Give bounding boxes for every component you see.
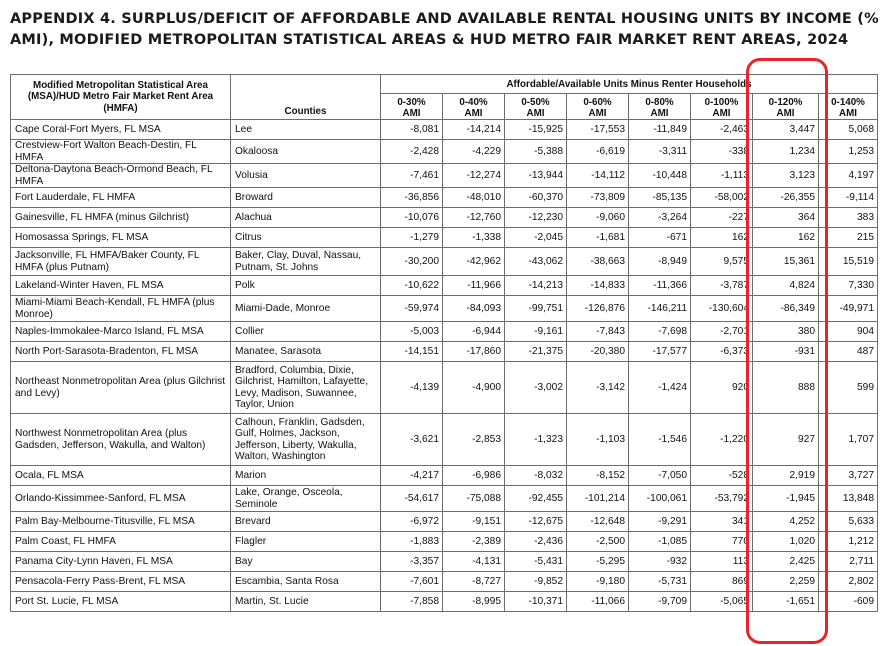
housing-table — [10, 74, 878, 612]
value-cell: -1,113 — [691, 164, 753, 188]
value-cell: -1,085 — [629, 532, 691, 552]
value-cell: -3,357 — [381, 552, 443, 572]
value-cell: -86,349 — [753, 296, 819, 322]
ami-unit-label: AMI — [776, 108, 795, 119]
value-cell: -2,389 — [443, 532, 505, 552]
value-cell: -48,010 — [443, 188, 505, 208]
value-cell: 5,068 — [819, 120, 878, 140]
counties-cell: Polk — [231, 276, 381, 296]
value-cell: 215 — [819, 228, 878, 248]
counties-cell: Bay — [231, 552, 381, 572]
value-cell: -10,076 — [381, 208, 443, 228]
msa-name-cell: Cape Coral-Fort Myers, FL MSA — [11, 120, 231, 140]
value-cell: -1,681 — [567, 228, 629, 248]
table-row — [11, 414, 878, 466]
ami-unit-label: AMI — [588, 108, 607, 119]
counties-cell: Calhoun, Franklin, Gadsden, Gulf, Holmes, Jackson, Jefferson, Liberty, Wakulla, Walton, Washington — [231, 414, 381, 466]
table-row — [11, 362, 878, 414]
value-cell: -3,621 — [381, 414, 443, 466]
value-cell: -2,500 — [567, 532, 629, 552]
ami-range-label: 0-80% — [645, 97, 674, 108]
table-body — [11, 120, 878, 612]
value-cell: -4,139 — [381, 362, 443, 414]
ami-column-header — [567, 94, 629, 120]
msa-name-cell: Fort Lauderdale, FL HMFA — [11, 188, 231, 208]
value-cell: -59,974 — [381, 296, 443, 322]
value-cell: -338 — [691, 140, 753, 164]
value-cell: -11,366 — [629, 276, 691, 296]
value-cell: -6,972 — [381, 512, 443, 532]
value-cell: 341 — [691, 512, 753, 532]
value-cell: 599 — [819, 362, 878, 414]
msa-name-cell: Palm Bay-Melbourne-Titusville, FL MSA — [11, 512, 231, 532]
ami-range-label: 0-120% — [768, 97, 803, 108]
ami-column-header — [381, 94, 443, 120]
ami-column-header — [505, 94, 567, 120]
msa-name-cell: Ocala, FL MSA — [11, 466, 231, 486]
table-row — [11, 512, 878, 532]
value-cell: -58,002 — [691, 188, 753, 208]
value-cell: 162 — [753, 228, 819, 248]
table-row — [11, 164, 878, 188]
value-cell: -1,651 — [753, 592, 819, 612]
value-cell: -8,081 — [381, 120, 443, 140]
table-row — [11, 592, 878, 612]
value-cell: 162 — [691, 228, 753, 248]
value-cell: -6,619 — [567, 140, 629, 164]
table-row — [11, 228, 878, 248]
value-cell: 2,802 — [819, 572, 878, 592]
ami-column-header — [691, 94, 753, 120]
counties-cell: Baker, Clay, Duval, Nassau, Putnam, St. Johns — [231, 248, 381, 276]
value-cell: -931 — [753, 342, 819, 362]
value-cell: -4,229 — [443, 140, 505, 164]
value-cell: -5,388 — [505, 140, 567, 164]
table-row — [11, 532, 878, 552]
value-cell: -17,860 — [443, 342, 505, 362]
msa-column-header: Modified Metropolitan Statistical Area (MSA)/HUD Metro Fair Market Rent Area (HMFA) — [11, 75, 231, 120]
value-cell: -14,151 — [381, 342, 443, 362]
value-cell: -12,648 — [567, 512, 629, 532]
ami-unit-label: AMI — [402, 108, 421, 119]
value-cell: -1,546 — [629, 414, 691, 466]
value-cell: 1,212 — [819, 532, 878, 552]
counties-cell: Manatee, Sarasota — [231, 342, 381, 362]
value-cell: -10,622 — [381, 276, 443, 296]
value-cell: -30,200 — [381, 248, 443, 276]
counties-cell: Lake, Orange, Osceola, Seminole — [231, 486, 381, 512]
table-row — [11, 248, 878, 276]
value-cell: 487 — [819, 342, 878, 362]
table-row — [11, 140, 878, 164]
value-cell: 1,707 — [819, 414, 878, 466]
value-cell: 1,253 — [819, 140, 878, 164]
table-row — [11, 276, 878, 296]
value-cell: -1,945 — [753, 486, 819, 512]
value-cell: -6,373 — [691, 342, 753, 362]
msa-name-cell: Deltona-Daytona Beach-Ormond Beach, FL HMFA — [11, 164, 231, 188]
value-cell: 888 — [753, 362, 819, 414]
page-title: APPENDIX 4. SURPLUS/DEFICIT OF AFFORDABLE AND AVAILABLE RENTAL HOUSING UNITS BY INCOME (% AMI), MODIFIED METROPOLITAN STATISTICAL AREAS & HUD METRO FAIR MARKET RENT AREAS, 2024 — [10, 11, 879, 48]
counties-cell: Bradford, Columbia, Dixie, Gilchrist, Hamilton, Lafayette, Levy, Madison, Suwannee, Taylor, Union — [231, 362, 381, 414]
value-cell: -17,577 — [629, 342, 691, 362]
value-cell: 2,259 — [753, 572, 819, 592]
counties-column-header: Counties — [231, 75, 381, 120]
value-cell: -5,003 — [381, 322, 443, 342]
value-cell: 927 — [753, 414, 819, 466]
msa-name-cell: Palm Coast, FL HMFA — [11, 532, 231, 552]
value-cell: -26,355 — [753, 188, 819, 208]
value-cell: -9,180 — [567, 572, 629, 592]
ami-unit-label: AMI — [526, 108, 545, 119]
value-cell: -13,944 — [505, 164, 567, 188]
value-cell: 869 — [691, 572, 753, 592]
value-cell: -3,142 — [567, 362, 629, 414]
table-row — [11, 322, 878, 342]
value-cell: -1,424 — [629, 362, 691, 414]
value-cell: -14,833 — [567, 276, 629, 296]
value-cell: 4,252 — [753, 512, 819, 532]
value-cell: -75,088 — [443, 486, 505, 512]
value-cell: -14,112 — [567, 164, 629, 188]
value-cell: -100,061 — [629, 486, 691, 512]
value-cell: 3,447 — [753, 120, 819, 140]
value-cell: 15,519 — [819, 248, 878, 276]
value-cell: -130,604 — [691, 296, 753, 322]
value-cell: -1,883 — [381, 532, 443, 552]
ami-range-label: 0-30% — [397, 97, 426, 108]
value-cell: -2,463 — [691, 120, 753, 140]
value-cell: -227 — [691, 208, 753, 228]
value-cell: -2,853 — [443, 414, 505, 466]
counties-cell: Lee — [231, 120, 381, 140]
counties-cell: Alachua — [231, 208, 381, 228]
value-cell: -2,428 — [381, 140, 443, 164]
value-cell: -4,900 — [443, 362, 505, 414]
value-cell: -1,279 — [381, 228, 443, 248]
value-cell: -932 — [629, 552, 691, 572]
value-cell: -12,760 — [443, 208, 505, 228]
value-cell: -17,553 — [567, 120, 629, 140]
value-cell: -12,675 — [505, 512, 567, 532]
msa-name-cell: Lakeland-Winter Haven, FL MSA — [11, 276, 231, 296]
value-cell: 770 — [691, 532, 753, 552]
counties-cell: Martin, St. Lucie — [231, 592, 381, 612]
value-cell: -4,131 — [443, 552, 505, 572]
counties-cell: Citrus — [231, 228, 381, 248]
value-cell: -42,962 — [443, 248, 505, 276]
ami-range-label: 0-140% — [831, 97, 865, 108]
table-row — [11, 208, 878, 228]
value-cell: -38,663 — [567, 248, 629, 276]
table-row — [11, 552, 878, 572]
value-cell: -12,230 — [505, 208, 567, 228]
value-cell: -3,787 — [691, 276, 753, 296]
value-cell: -10,371 — [505, 592, 567, 612]
value-cell: 9,575 — [691, 248, 753, 276]
value-cell: -7,461 — [381, 164, 443, 188]
ami-column-header — [629, 94, 691, 120]
value-cell: 5,633 — [819, 512, 878, 532]
msa-name-cell: Northeast Nonmetropolitan Area (plus Gilchrist and Levy) — [11, 362, 231, 414]
msa-name-cell: Northwest Nonmetropolitan Area (plus Gadsden, Jefferson, Wakulla, and Walton) — [11, 414, 231, 466]
value-cell: -7,858 — [381, 592, 443, 612]
ami-range-label: 0-40% — [459, 97, 488, 108]
value-cell: -11,849 — [629, 120, 691, 140]
value-cell: 15,361 — [753, 248, 819, 276]
value-cell: -7,698 — [629, 322, 691, 342]
value-cell: -7,050 — [629, 466, 691, 486]
table-row — [11, 486, 878, 512]
ami-unit-label: AMI — [650, 108, 669, 119]
value-cell: -7,843 — [567, 322, 629, 342]
value-cell: -8,032 — [505, 466, 567, 486]
value-cell: -6,986 — [443, 466, 505, 486]
value-cell: -3,264 — [629, 208, 691, 228]
value-cell: -1,220 — [691, 414, 753, 466]
table-row — [11, 342, 878, 362]
ami-unit-label: AMI — [464, 108, 483, 119]
value-cell: -8,949 — [629, 248, 691, 276]
value-cell: -1,323 — [505, 414, 567, 466]
msa-name-cell: Orlando-Kissimmee-Sanford, FL MSA — [11, 486, 231, 512]
table-row — [11, 296, 878, 322]
msa-name-cell: Jacksonville, FL HMFA/Baker County, FL HMFA (plus Putnam) — [11, 248, 231, 276]
value-cell: 1,020 — [753, 532, 819, 552]
value-cell: -9,709 — [629, 592, 691, 612]
value-cell: -8,727 — [443, 572, 505, 592]
ami-unit-label: AMI — [712, 108, 731, 119]
value-cell: -3,002 — [505, 362, 567, 414]
value-cell: -11,066 — [567, 592, 629, 612]
value-cell: -14,214 — [443, 120, 505, 140]
msa-name-cell: Panama City-Lynn Haven, FL MSA — [11, 552, 231, 572]
value-cell: -49,971 — [819, 296, 878, 322]
table-row — [11, 572, 878, 592]
value-cell: -20,380 — [567, 342, 629, 362]
value-cell: -54,617 — [381, 486, 443, 512]
value-cell: -5,295 — [567, 552, 629, 572]
value-cell: -9,151 — [443, 512, 505, 532]
value-cell: -5,731 — [629, 572, 691, 592]
value-cell: 1,234 — [753, 140, 819, 164]
value-cell: -9,060 — [567, 208, 629, 228]
value-cell: 2,711 — [819, 552, 878, 572]
value-cell: 364 — [753, 208, 819, 228]
msa-name-cell: Pensacola-Ferry Pass-Brent, FL MSA — [11, 572, 231, 592]
table-row — [11, 120, 878, 140]
table-row — [11, 466, 878, 486]
group-header: Affordable/Available Units Minus Renter Households — [381, 75, 878, 94]
value-cell: -3,311 — [629, 140, 691, 164]
value-cell: -5,431 — [505, 552, 567, 572]
value-cell: -146,211 — [629, 296, 691, 322]
value-cell: -14,213 — [505, 276, 567, 296]
value-cell: -9,852 — [505, 572, 567, 592]
value-cell: -2,045 — [505, 228, 567, 248]
msa-name-cell: Miami-Miami Beach-Kendall, FL HMFA (plus Monroe) — [11, 296, 231, 322]
value-cell: -9,161 — [505, 322, 567, 342]
value-cell: -528 — [691, 466, 753, 486]
value-cell: 3,123 — [753, 164, 819, 188]
value-cell: -8,152 — [567, 466, 629, 486]
value-cell: -10,448 — [629, 164, 691, 188]
value-cell: 113 — [691, 552, 753, 572]
value-cell: -53,792 — [691, 486, 753, 512]
counties-cell: Collier — [231, 322, 381, 342]
counties-cell: Volusia — [231, 164, 381, 188]
value-cell: -8,995 — [443, 592, 505, 612]
table-row — [11, 188, 878, 208]
value-cell: -9,114 — [819, 188, 878, 208]
value-cell: -126,876 — [567, 296, 629, 322]
msa-name-cell: North Port-Sarasota-Bradenton, FL MSA — [11, 342, 231, 362]
value-cell: -2,436 — [505, 532, 567, 552]
counties-cell: Miami-Dade, Monroe — [231, 296, 381, 322]
ami-column-header — [819, 94, 878, 120]
value-cell: -1,338 — [443, 228, 505, 248]
msa-name-cell: Homosassa Springs, FL MSA — [11, 228, 231, 248]
value-cell: 7,330 — [819, 276, 878, 296]
value-cell: -101,214 — [567, 486, 629, 512]
counties-cell: Brevard — [231, 512, 381, 532]
value-cell: -43,062 — [505, 248, 567, 276]
msa-name-cell: Gainesville, FL HMFA (minus Gilchrist) — [11, 208, 231, 228]
value-cell: -99,751 — [505, 296, 567, 322]
ami-column-header — [753, 94, 819, 120]
ami-column-header — [443, 94, 505, 120]
counties-cell: Flagler — [231, 532, 381, 552]
value-cell: -21,375 — [505, 342, 567, 362]
ami-range-label: 0-100% — [704, 97, 739, 108]
value-cell: -92,455 — [505, 486, 567, 512]
value-cell: 4,824 — [753, 276, 819, 296]
counties-cell: Broward — [231, 188, 381, 208]
counties-cell: Marion — [231, 466, 381, 486]
counties-cell: Okaloosa — [231, 140, 381, 164]
value-cell: 380 — [753, 322, 819, 342]
value-cell: 2,919 — [753, 466, 819, 486]
value-cell: 920 — [691, 362, 753, 414]
value-cell: -9,291 — [629, 512, 691, 532]
value-cell: 13,848 — [819, 486, 878, 512]
value-cell: -12,274 — [443, 164, 505, 188]
value-cell: -2,701 — [691, 322, 753, 342]
value-cell: -609 — [819, 592, 878, 612]
value-cell: -4,217 — [381, 466, 443, 486]
ami-unit-label: AMI — [839, 108, 857, 119]
value-cell: -6,944 — [443, 322, 505, 342]
msa-name-cell: Port St. Lucie, FL MSA — [11, 592, 231, 612]
value-cell: -36,856 — [381, 188, 443, 208]
value-cell: 4,197 — [819, 164, 878, 188]
value-cell: -5,065 — [691, 592, 753, 612]
value-cell: -11,966 — [443, 276, 505, 296]
ami-range-label: 0-60% — [583, 97, 612, 108]
value-cell: -7,601 — [381, 572, 443, 592]
msa-name-cell: Crestview-Fort Walton Beach-Destin, FL HMFA — [11, 140, 231, 164]
value-cell: -85,135 — [629, 188, 691, 208]
value-cell: -84,093 — [443, 296, 505, 322]
value-cell: -60,370 — [505, 188, 567, 208]
value-cell: 3,727 — [819, 466, 878, 486]
value-cell: 383 — [819, 208, 878, 228]
msa-name-cell: Naples-Immokalee-Marco Island, FL MSA — [11, 322, 231, 342]
value-cell: 904 — [819, 322, 878, 342]
value-cell: -671 — [629, 228, 691, 248]
counties-cell: Escambia, Santa Rosa — [231, 572, 381, 592]
value-cell: -1,103 — [567, 414, 629, 466]
value-cell: 2,425 — [753, 552, 819, 572]
ami-range-label: 0-50% — [521, 97, 550, 108]
value-cell: -73,809 — [567, 188, 629, 208]
value-cell: -15,925 — [505, 120, 567, 140]
